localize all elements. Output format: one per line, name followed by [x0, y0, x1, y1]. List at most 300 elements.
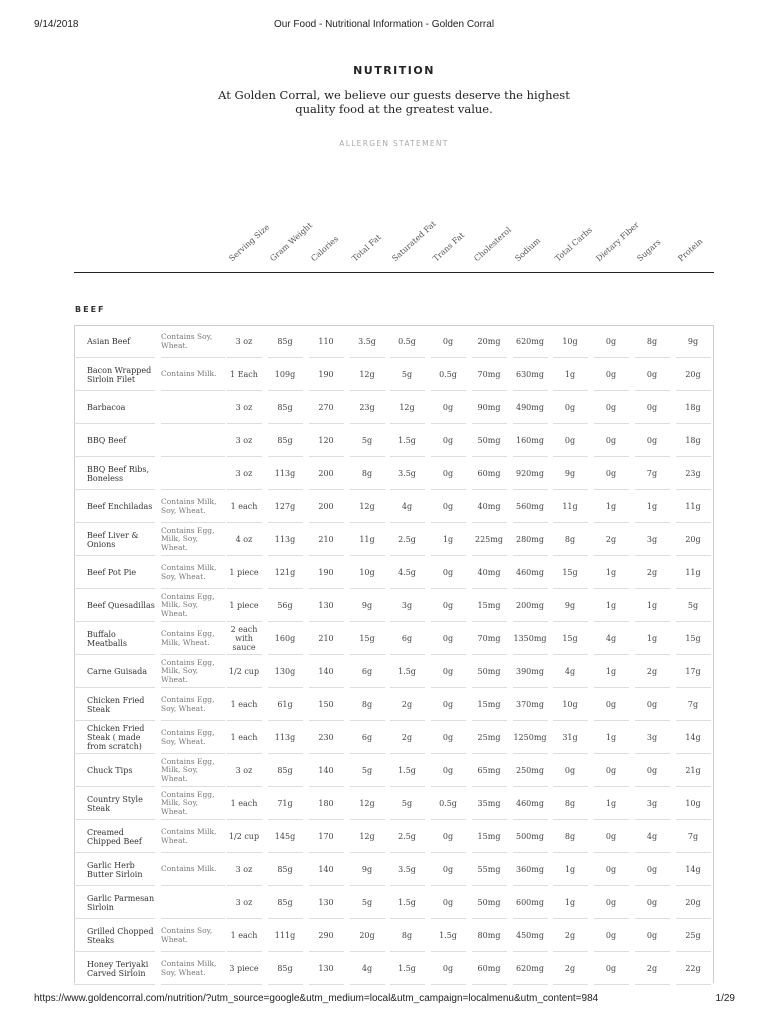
value-saturated-fat: 8g	[401, 931, 413, 940]
row-divider	[268, 984, 303, 985]
row-divider	[390, 984, 425, 985]
value-saturated-fat: 5g	[401, 799, 413, 808]
item-allergens	[161, 787, 225, 820]
column-header-total-carbs: Total Carbs	[553, 225, 594, 264]
value-calories: 200	[318, 469, 334, 478]
value-sodium: 250mg	[516, 766, 544, 775]
value-cholesterol: 50mg	[477, 436, 501, 445]
item-allergens-text: Contains Soy, Wheat.	[161, 332, 213, 350]
value-calories: 110	[318, 337, 334, 346]
value-cholesterol: 225mg	[475, 535, 503, 544]
value-total-carbs: 11g	[562, 502, 578, 511]
value-gram-weight: 113g	[274, 535, 296, 544]
value-calories: 170	[318, 832, 334, 841]
value-dietary-fiber: 0g	[605, 469, 617, 478]
page-url: https://www.goldencorral.com/nutrition/?utm_source=google&utm_medium=local&utm_campaign=localmenu&utm_content=984	[34, 993, 599, 1004]
value-saturated-fat: 1.5g	[398, 964, 416, 973]
value-protein: 17g	[685, 667, 701, 676]
value-total-fat: 8g	[361, 700, 373, 709]
value-gram-weight: 145g	[274, 832, 296, 841]
value-sodium: 280mg	[516, 535, 544, 544]
value-total-carbs: 8g	[564, 799, 576, 808]
value-sodium: 500mg	[516, 832, 544, 841]
item-allergens-text: Contains Milk.	[161, 369, 217, 379]
table-row	[74, 523, 714, 556]
row-divider	[161, 984, 225, 985]
value-protein: 7g	[687, 700, 699, 709]
value-total-fat: 4g	[361, 964, 373, 973]
item-allergens	[161, 358, 225, 391]
value-sodium: 390mg	[516, 667, 544, 676]
value-dietary-fiber: 0g	[605, 700, 617, 709]
value-trans-fat: 0g	[442, 700, 454, 709]
item-name	[87, 853, 155, 886]
value-saturated-fat: 2g	[401, 700, 413, 709]
value-trans-fat: 0g	[442, 436, 454, 445]
item-name	[87, 457, 155, 490]
column-header-trans-fat: Trans Fat	[431, 230, 467, 264]
value-sodium: 370mg	[516, 700, 544, 709]
value-protein: 18g	[685, 403, 701, 412]
item-name	[87, 919, 155, 952]
value-sugars: 0g	[646, 370, 658, 379]
item-name-text: Garlic Herb Butter Sirloin	[87, 860, 143, 879]
value-sodium: 560mg	[516, 502, 544, 511]
value-trans-fat: 0g	[442, 403, 454, 412]
value-sodium: 630mg	[516, 370, 544, 379]
table-row	[74, 358, 714, 391]
value-calories: 190	[318, 568, 334, 577]
value-sugars: 1g	[646, 634, 658, 643]
item-allergens-text: Contains Egg, Milk, Soy, Wheat.	[161, 525, 215, 552]
value-protein: 15g	[685, 634, 701, 643]
table-row	[74, 490, 714, 523]
table-row	[74, 325, 714, 358]
value-saturated-fat: 2g	[401, 733, 413, 742]
row-divider	[472, 984, 507, 985]
item-allergens	[161, 589, 225, 622]
value-cholesterol: 35mg	[477, 799, 501, 808]
table-row	[74, 688, 714, 721]
item-name-text: Beef Liver & Onions	[87, 530, 139, 549]
item-name	[87, 721, 155, 754]
value-total-carbs: 9g	[564, 601, 576, 610]
print-date: 9/14/2018	[34, 19, 79, 30]
item-allergens	[161, 457, 225, 490]
value-sugars: 8g	[646, 337, 658, 346]
item-name	[87, 622, 155, 655]
value-total-carbs: 10g	[562, 337, 578, 346]
value-saturated-fat: 6g	[401, 634, 413, 643]
row-divider	[431, 984, 466, 985]
item-name-text: Honey Teriyaki Carved Sirloin	[87, 959, 149, 978]
value-serving-size: 1 piece	[229, 568, 259, 577]
item-allergens	[161, 754, 225, 787]
value-serving-size: 3 oz	[235, 469, 253, 478]
value-calories: 190	[318, 370, 334, 379]
value-calories: 200	[318, 502, 334, 511]
item-name-text: Grilled Chopped Steaks	[87, 926, 154, 945]
item-name-text: Creamed Chipped Beef	[87, 827, 142, 846]
value-total-fat: 6g	[361, 667, 373, 676]
item-allergens-text: Contains Egg, Soy, Wheat.	[161, 728, 215, 746]
value-dietary-fiber: 0g	[605, 865, 617, 874]
item-name-text: Buffalo Meatballs	[87, 629, 128, 648]
column-header-calories: Calories	[309, 234, 341, 264]
value-trans-fat: 0g	[442, 502, 454, 511]
value-cholesterol: 70mg	[477, 634, 501, 643]
value-total-carbs: 9g	[564, 469, 576, 478]
value-sodium: 460mg	[516, 799, 544, 808]
value-protein: 21g	[685, 766, 701, 775]
value-sugars: 2g	[646, 964, 658, 973]
value-protein: 20g	[685, 898, 701, 907]
value-gram-weight: 160g	[274, 634, 296, 643]
value-gram-weight: 121g	[274, 568, 296, 577]
value-gram-weight: 113g	[274, 469, 296, 478]
column-header-protein: Protein	[676, 236, 705, 264]
column-header-cholesterol: Cholesterol	[472, 225, 513, 264]
item-allergens	[161, 952, 225, 985]
table-row	[74, 457, 714, 490]
value-gram-weight: 85g	[277, 766, 293, 775]
allergen-statement-link[interactable]: ALLERGEN STATEMENT	[339, 139, 449, 148]
value-sodium: 920mg	[516, 469, 544, 478]
value-dietary-fiber: 0g	[605, 931, 617, 940]
value-sugars: 0g	[646, 865, 658, 874]
item-allergens-text: Contains Soy, Wheat.	[161, 926, 213, 944]
value-cholesterol: 60mg	[477, 964, 501, 973]
row-divider	[309, 984, 344, 985]
print-header	[0, 19, 768, 33]
value-sugars: 0g	[646, 931, 658, 940]
item-allergens	[161, 820, 225, 853]
value-trans-fat: 0g	[442, 601, 454, 610]
value-dietary-fiber: 1g	[605, 601, 617, 610]
item-allergens-text: Contains Egg, Milk, Soy, Wheat.	[161, 591, 215, 618]
item-allergens	[161, 325, 225, 358]
value-dietary-fiber: 1g	[605, 733, 617, 742]
column-header-sodium: Sodium	[513, 236, 543, 264]
table-row	[74, 589, 714, 622]
item-name-text: BBQ Beef	[87, 436, 127, 445]
value-trans-fat: 0g	[442, 964, 454, 973]
table-row	[74, 787, 714, 820]
value-trans-fat: 0.5g	[439, 370, 457, 379]
value-dietary-fiber: 1g	[605, 568, 617, 577]
value-sodium: 200mg	[516, 601, 544, 610]
item-name	[87, 424, 155, 457]
item-allergens-text: Contains Egg, Milk, Soy, Wheat.	[161, 789, 215, 816]
value-total-fat: 20g	[359, 931, 375, 940]
value-dietary-fiber: 0g	[605, 337, 617, 346]
table-row	[74, 655, 714, 688]
value-calories: 210	[318, 634, 334, 643]
item-name	[87, 754, 155, 787]
value-dietary-fiber: 2g	[605, 535, 617, 544]
document-title: Our Food - Nutritional Information - Golden Corral	[273, 19, 495, 30]
value-trans-fat: 1.5g	[439, 931, 457, 940]
table-row	[74, 919, 714, 952]
value-sugars: 0g	[646, 700, 658, 709]
value-saturated-fat: 5g	[401, 370, 413, 379]
value-total-fat: 12g	[359, 370, 375, 379]
item-allergens-text: Contains Milk, Soy, Wheat.	[161, 959, 217, 977]
value-protein: 20g	[685, 370, 701, 379]
column-header-gram-weight: Gram Weight	[268, 220, 315, 264]
item-name	[87, 886, 155, 919]
row-divider	[350, 984, 385, 985]
item-allergens	[161, 490, 225, 523]
value-saturated-fat: 1.5g	[398, 766, 416, 775]
value-sugars: 3g	[646, 535, 658, 544]
value-sugars: 1g	[646, 502, 658, 511]
intro-text	[194, 88, 594, 116]
value-total-carbs: 2g	[564, 931, 576, 940]
item-name	[87, 952, 155, 985]
item-name	[87, 655, 155, 688]
value-protein: 14g	[685, 865, 701, 874]
table-row	[74, 886, 714, 919]
value-trans-fat: 0.5g	[439, 799, 457, 808]
value-cholesterol: 15mg	[477, 601, 501, 610]
value-trans-fat: 1g	[442, 535, 454, 544]
page-number: 1/29	[715, 993, 735, 1004]
item-name-text: Bacon Wrapped Sirloin Filet	[87, 365, 152, 384]
value-dietary-fiber: 0g	[605, 898, 617, 907]
value-total-carbs: 1g	[564, 865, 576, 874]
value-sodium: 360mg	[516, 865, 544, 874]
value-calories: 130	[318, 601, 334, 610]
value-protein: 7g	[687, 832, 699, 841]
value-total-carbs: 1g	[564, 370, 576, 379]
table-row	[74, 391, 714, 424]
header-divider	[74, 272, 714, 273]
row-divider	[553, 984, 588, 985]
value-serving-size: 3 oz	[235, 403, 253, 412]
item-name-text: Garlic Parmesan Sirloin	[87, 893, 155, 912]
item-name-text: Chicken Fried Steak	[87, 695, 145, 714]
value-saturated-fat: 3.5g	[398, 865, 416, 874]
value-sodium: 160mg	[516, 436, 544, 445]
value-saturated-fat: 2.5g	[398, 535, 416, 544]
value-saturated-fat: 4.5g	[398, 568, 416, 577]
table-row	[74, 952, 714, 985]
value-calories: 140	[318, 865, 334, 874]
value-total-fat: 10g	[359, 568, 375, 577]
table-row	[74, 754, 714, 787]
table-row	[74, 820, 714, 853]
value-sugars: 4g	[646, 832, 658, 841]
value-sodium: 490mg	[516, 403, 544, 412]
item-allergens	[161, 622, 225, 655]
value-protein: 25g	[685, 931, 701, 940]
value-trans-fat: 0g	[442, 832, 454, 841]
value-sugars: 3g	[646, 799, 658, 808]
value-total-carbs: 0g	[564, 766, 576, 775]
value-saturated-fat: 1.5g	[398, 436, 416, 445]
value-calories: 140	[318, 667, 334, 676]
table-row	[74, 622, 714, 655]
item-name	[87, 556, 155, 589]
item-allergens	[161, 919, 225, 952]
row-divider	[74, 984, 155, 985]
value-protein: 11g	[685, 568, 701, 577]
item-name	[87, 787, 155, 820]
value-protein: 11g	[685, 502, 701, 511]
print-footer	[0, 993, 768, 1007]
value-sodium: 1350mg	[513, 634, 547, 643]
value-total-fat: 3.5g	[358, 337, 376, 346]
value-calories: 290	[318, 931, 334, 940]
value-cholesterol: 15mg	[477, 700, 501, 709]
value-cholesterol: 90mg	[477, 403, 501, 412]
item-name	[87, 490, 155, 523]
value-total-fat: 5g	[361, 898, 373, 907]
value-total-carbs: 31g	[562, 733, 578, 742]
value-gram-weight: 71g	[277, 799, 293, 808]
item-allergens	[161, 655, 225, 688]
value-total-fat: 5g	[361, 766, 373, 775]
value-dietary-fiber: 1g	[605, 667, 617, 676]
value-cholesterol: 25mg	[477, 733, 501, 742]
value-sugars: 0g	[646, 436, 658, 445]
value-gram-weight: 130g	[274, 667, 296, 676]
intro-line-2: quality food at the greatest value.	[295, 102, 493, 116]
item-allergens-text: Contains Egg, Milk, Soy, Wheat.	[161, 657, 215, 684]
row-divider	[227, 984, 262, 985]
value-serving-size: 1 each	[230, 733, 258, 742]
item-name-text: Chicken Fried Steak ( made from scratch)	[87, 724, 145, 751]
value-dietary-fiber: 0g	[605, 964, 617, 973]
item-allergens-text: Contains Milk, Soy, Wheat.	[161, 497, 217, 515]
value-total-carbs: 8g	[564, 535, 576, 544]
value-saturated-fat: 2.5g	[398, 832, 416, 841]
value-trans-fat: 0g	[442, 634, 454, 643]
item-name	[87, 391, 155, 424]
value-protein: 10g	[685, 799, 701, 808]
item-name-text: Beef Quesadillas	[87, 601, 155, 610]
value-serving-size: 3 oz	[235, 436, 253, 445]
item-name-text: BBQ Beef Ribs, Boneless	[87, 464, 150, 483]
value-total-carbs: 0g	[564, 403, 576, 412]
item-allergens	[161, 391, 225, 424]
value-cholesterol: 55mg	[477, 865, 501, 874]
table-row	[74, 853, 714, 886]
item-allergens-text: Contains Egg, Soy, Wheat.	[161, 695, 215, 713]
value-cholesterol: 40mg	[477, 568, 501, 577]
value-serving-size: 1 each	[230, 931, 258, 940]
value-saturated-fat: 1.5g	[398, 898, 416, 907]
value-total-carbs: 15g	[562, 634, 578, 643]
value-cholesterol: 70mg	[477, 370, 501, 379]
value-total-carbs: 15g	[562, 568, 578, 577]
page-heading: NUTRITION	[353, 64, 435, 77]
value-sodium: 620mg	[516, 337, 544, 346]
value-protein: 5g	[687, 601, 699, 610]
value-total-fat: 8g	[361, 469, 373, 478]
value-cholesterol: 50mg	[477, 898, 501, 907]
value-sodium: 1250mg	[513, 733, 547, 742]
item-allergens	[161, 556, 225, 589]
value-cholesterol: 60mg	[477, 469, 501, 478]
value-calories: 150	[318, 700, 334, 709]
item-allergens-text: Contains Egg, Milk, Soy, Wheat.	[161, 756, 215, 783]
value-sugars: 2g	[646, 568, 658, 577]
value-serving-size: 3 oz	[235, 766, 253, 775]
value-gram-weight: 85g	[277, 403, 293, 412]
value-total-carbs: 10g	[562, 700, 578, 709]
value-trans-fat: 0g	[442, 568, 454, 577]
value-total-carbs: 8g	[564, 832, 576, 841]
value-trans-fat: 0g	[442, 898, 454, 907]
value-protein: 20g	[685, 535, 701, 544]
column-header-saturated-fat: Saturated Fat	[390, 219, 438, 264]
column-header-dietary-fiber: Dietary Fiber	[594, 220, 641, 264]
value-total-carbs: 2g	[564, 964, 576, 973]
value-gram-weight: 85g	[277, 865, 293, 874]
value-protein: 18g	[685, 436, 701, 445]
value-serving-size: 1 piece	[229, 601, 259, 610]
item-allergens-text: Contains Milk, Soy, Wheat.	[161, 563, 217, 581]
value-dietary-fiber: 0g	[605, 766, 617, 775]
value-protein: 9g	[687, 337, 699, 346]
value-cholesterol: 65mg	[477, 766, 501, 775]
value-cholesterol: 80mg	[477, 931, 501, 940]
table-row	[74, 556, 714, 589]
value-gram-weight: 56g	[277, 601, 293, 610]
value-saturated-fat: 3g	[401, 601, 413, 610]
value-serving-size: 1/2 cup	[228, 667, 260, 676]
value-protein: 23g	[685, 469, 701, 478]
value-saturated-fat: 12g	[399, 403, 415, 412]
value-gram-weight: 127g	[274, 502, 296, 511]
intro-line-1: At Golden Corral, we believe our guests deserve the highest	[218, 88, 570, 102]
value-saturated-fat: 0.5g	[398, 337, 416, 346]
value-sodium: 620mg	[516, 964, 544, 973]
value-serving-size: 1 each	[230, 799, 258, 808]
table-row	[74, 721, 714, 754]
row-divider	[635, 984, 670, 985]
column-header-total-fat: Total Fat	[350, 232, 383, 264]
value-dietary-fiber: 1g	[605, 502, 617, 511]
item-allergens	[161, 424, 225, 457]
item-name	[87, 358, 155, 391]
value-serving-size: 2 each with sauce	[230, 625, 258, 652]
value-calories: 120	[318, 436, 334, 445]
value-trans-fat: 0g	[442, 337, 454, 346]
value-calories: 140	[318, 766, 334, 775]
value-sugars: 3g	[646, 733, 658, 742]
value-trans-fat: 0g	[442, 733, 454, 742]
value-serving-size: 3 oz	[235, 865, 253, 874]
value-sugars: 0g	[646, 403, 658, 412]
item-name	[87, 325, 155, 358]
value-saturated-fat: 3.5g	[398, 469, 416, 478]
value-gram-weight: 111g	[274, 931, 296, 940]
value-gram-weight: 85g	[277, 898, 293, 907]
value-saturated-fat: 4g	[401, 502, 413, 511]
row-divider	[594, 984, 629, 985]
value-total-fat: 6g	[361, 733, 373, 742]
value-calories: 180	[318, 799, 334, 808]
value-protein: 14g	[685, 733, 701, 742]
section-title: BEEF	[75, 305, 106, 314]
value-serving-size: 1/2 cup	[228, 832, 260, 841]
item-name-text: Beef Enchiladas	[87, 502, 153, 511]
value-total-fat: 9g	[361, 601, 373, 610]
value-total-carbs: 4g	[564, 667, 576, 676]
